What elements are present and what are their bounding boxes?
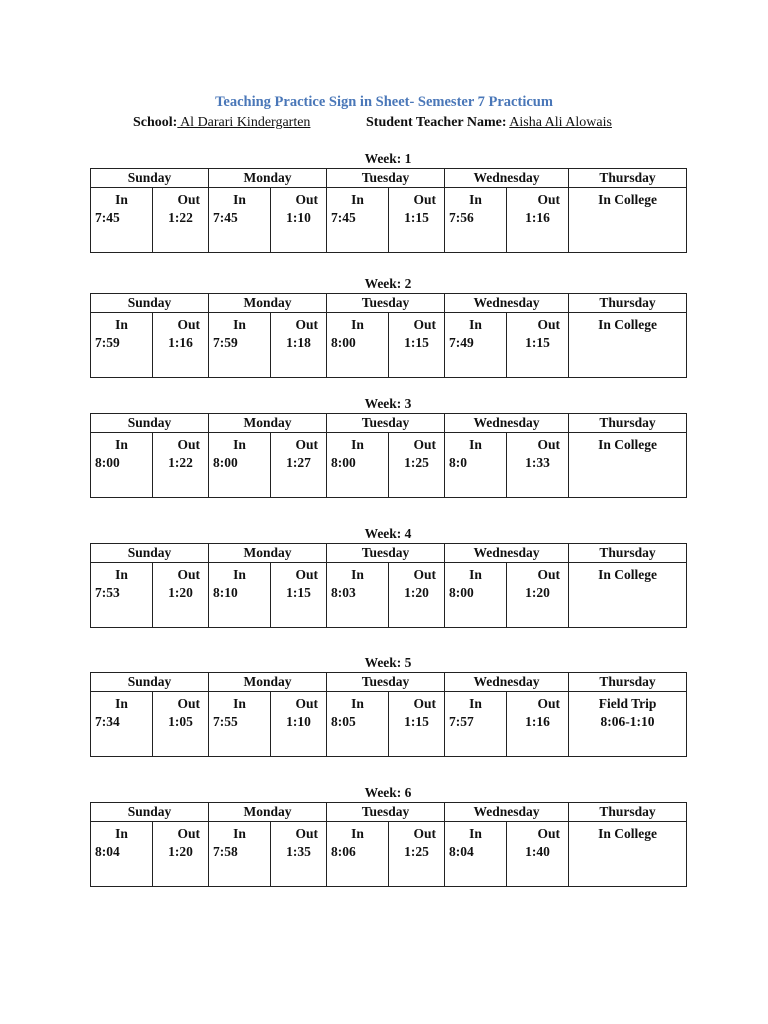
week-5-block bbox=[90, 654, 686, 757]
in-label: In bbox=[351, 567, 364, 582]
day-header-sunday: Sunday bbox=[91, 414, 209, 433]
week-label: Week: 6 bbox=[364, 785, 412, 800]
in-time: 7:45 bbox=[95, 210, 120, 225]
in-label: In bbox=[469, 192, 482, 207]
out-time: 1:40 bbox=[525, 844, 550, 859]
out-label: Out bbox=[177, 437, 201, 452]
out-time: 1:15 bbox=[404, 335, 429, 350]
day-header-row bbox=[91, 294, 687, 313]
day-header-monday: Monday bbox=[209, 414, 327, 433]
in-label: In bbox=[115, 826, 128, 841]
wednesday-out-cell bbox=[507, 692, 569, 757]
day-header-sunday: Sunday bbox=[91, 803, 209, 822]
week-label: Week: 1 bbox=[364, 151, 412, 166]
student-teacher-label: Student Teacher Name: bbox=[366, 115, 507, 130]
wednesday-out-cell bbox=[507, 313, 569, 378]
day-header-row bbox=[91, 169, 687, 188]
in-label: In bbox=[351, 696, 364, 711]
thursday-cell bbox=[569, 692, 687, 757]
student-teacher-field bbox=[366, 115, 612, 131]
week-label: Week: 5 bbox=[364, 655, 412, 670]
monday-out-cell bbox=[271, 188, 327, 253]
in-label: In bbox=[351, 317, 364, 332]
sign-in-table bbox=[90, 802, 687, 887]
out-label: Out bbox=[537, 192, 561, 207]
thursday-status: In College bbox=[598, 192, 657, 207]
student-teacher-value: Aisha Ali Alowais bbox=[509, 115, 612, 130]
sunday-in-cell bbox=[91, 692, 153, 757]
thursday-cell bbox=[569, 563, 687, 628]
day-header-wednesday: Wednesday bbox=[445, 803, 569, 822]
out-label: Out bbox=[295, 437, 319, 452]
tuesday-out-cell bbox=[389, 188, 445, 253]
monday-in-cell bbox=[209, 313, 271, 378]
day-header-tuesday: Tuesday bbox=[327, 414, 445, 433]
thursday-cell bbox=[569, 822, 687, 887]
week-3-block bbox=[90, 395, 686, 498]
out-time: 1:16 bbox=[525, 210, 550, 225]
in-time: 7:59 bbox=[95, 335, 120, 350]
in-time: 7:58 bbox=[213, 844, 238, 859]
thursday-cell bbox=[569, 313, 687, 378]
out-label: Out bbox=[177, 696, 201, 711]
in-time: 8:04 bbox=[95, 844, 120, 859]
school-field bbox=[133, 115, 310, 131]
in-time: 7:45 bbox=[213, 210, 238, 225]
thursday-status: In College bbox=[598, 567, 657, 582]
sunday-out-cell bbox=[153, 692, 209, 757]
out-time: 1:15 bbox=[286, 585, 311, 600]
in-label: In bbox=[233, 317, 246, 332]
out-label: Out bbox=[177, 567, 201, 582]
out-label: Out bbox=[177, 192, 201, 207]
in-label: In bbox=[351, 192, 364, 207]
sign-in-table bbox=[90, 543, 687, 628]
in-time: 8:0 bbox=[449, 455, 468, 470]
wednesday-out-cell bbox=[507, 188, 569, 253]
day-header-monday: Monday bbox=[209, 544, 327, 563]
out-time: 1:25 bbox=[404, 455, 429, 470]
in-label: In bbox=[351, 437, 364, 452]
in-time: 8:00 bbox=[213, 455, 238, 470]
sunday-out-cell bbox=[153, 822, 209, 887]
in-time: 7:45 bbox=[331, 210, 356, 225]
sunday-in-cell bbox=[91, 433, 153, 498]
out-time: 1:35 bbox=[286, 844, 311, 859]
in-label: In bbox=[469, 696, 482, 711]
tuesday-in-cell bbox=[327, 822, 389, 887]
sign-in-table bbox=[90, 413, 687, 498]
day-header-tuesday: Tuesday bbox=[327, 803, 445, 822]
out-time: 1:18 bbox=[286, 335, 311, 350]
in-time: 8:00 bbox=[449, 585, 474, 600]
sunday-in-cell bbox=[91, 822, 153, 887]
wednesday-in-cell bbox=[445, 822, 507, 887]
day-header-monday: Monday bbox=[209, 673, 327, 692]
sunday-out-cell bbox=[153, 433, 209, 498]
day-header-monday: Monday bbox=[209, 803, 327, 822]
sunday-out-cell bbox=[153, 188, 209, 253]
wednesday-in-cell bbox=[445, 433, 507, 498]
tuesday-out-cell bbox=[389, 313, 445, 378]
out-time: 1:20 bbox=[168, 844, 193, 859]
in-time: 8:00 bbox=[331, 455, 356, 470]
out-label: Out bbox=[295, 696, 319, 711]
out-label: Out bbox=[537, 567, 561, 582]
week-label: Week: 4 bbox=[364, 526, 412, 541]
week-label: Week: 2 bbox=[364, 276, 412, 291]
monday-out-cell bbox=[271, 822, 327, 887]
in-label: In bbox=[469, 567, 482, 582]
sign-in-table bbox=[90, 672, 687, 757]
wednesday-out-cell bbox=[507, 433, 569, 498]
out-time: 1:22 bbox=[168, 455, 193, 470]
in-time: 8:00 bbox=[331, 335, 356, 350]
tuesday-in-cell bbox=[327, 563, 389, 628]
thursday-cell bbox=[569, 188, 687, 253]
out-time: 1:15 bbox=[404, 714, 429, 729]
out-time: 1:22 bbox=[168, 210, 193, 225]
monday-out-cell bbox=[271, 433, 327, 498]
in-label: In bbox=[469, 437, 482, 452]
time-row bbox=[91, 313, 687, 378]
out-time: 1:20 bbox=[404, 585, 429, 600]
monday-in-cell bbox=[209, 822, 271, 887]
in-label: In bbox=[351, 826, 364, 841]
in-label: In bbox=[115, 696, 128, 711]
monday-out-cell bbox=[271, 313, 327, 378]
out-label: Out bbox=[413, 192, 437, 207]
time-row bbox=[91, 433, 687, 498]
day-header-row bbox=[91, 544, 687, 563]
day-header-thursday: Thursday bbox=[569, 803, 687, 822]
out-time: 1:25 bbox=[404, 844, 429, 859]
in-label: In bbox=[233, 826, 246, 841]
sunday-in-cell bbox=[91, 563, 153, 628]
week-6-block bbox=[90, 784, 686, 887]
week-2-block bbox=[90, 275, 686, 378]
tuesday-out-cell bbox=[389, 822, 445, 887]
monday-in-cell bbox=[209, 188, 271, 253]
in-label: In bbox=[233, 567, 246, 582]
out-time: 1:10 bbox=[286, 210, 311, 225]
out-label: Out bbox=[413, 317, 437, 332]
monday-out-cell bbox=[271, 563, 327, 628]
in-time: 7:34 bbox=[95, 714, 120, 729]
out-time: 1:20 bbox=[168, 585, 193, 600]
in-time: 7:57 bbox=[449, 714, 474, 729]
thursday-status: In College bbox=[598, 437, 657, 452]
out-label: Out bbox=[295, 567, 319, 582]
in-label: In bbox=[115, 567, 128, 582]
day-header-monday: Monday bbox=[209, 169, 327, 188]
out-time: 1:05 bbox=[168, 714, 193, 729]
day-header-sunday: Sunday bbox=[91, 544, 209, 563]
in-time: 8:10 bbox=[213, 585, 238, 600]
day-header-sunday: Sunday bbox=[91, 294, 209, 313]
day-header-sunday: Sunday bbox=[91, 673, 209, 692]
sign-in-table bbox=[90, 293, 687, 378]
in-time: 8:00 bbox=[95, 455, 120, 470]
tuesday-in-cell bbox=[327, 313, 389, 378]
tuesday-in-cell bbox=[327, 188, 389, 253]
time-row bbox=[91, 563, 687, 628]
school-value: Al Darari Kindergarten bbox=[177, 115, 311, 130]
out-label: Out bbox=[537, 826, 561, 841]
time-row bbox=[91, 822, 687, 887]
tuesday-in-cell bbox=[327, 433, 389, 498]
day-header-monday: Monday bbox=[209, 294, 327, 313]
out-label: Out bbox=[413, 696, 437, 711]
day-header-row bbox=[91, 803, 687, 822]
wednesday-out-cell bbox=[507, 822, 569, 887]
in-label: In bbox=[233, 437, 246, 452]
monday-out-cell bbox=[271, 692, 327, 757]
day-header-tuesday: Tuesday bbox=[327, 294, 445, 313]
day-header-wednesday: Wednesday bbox=[445, 169, 569, 188]
day-header-thursday: Thursday bbox=[569, 673, 687, 692]
out-label: Out bbox=[537, 696, 561, 711]
out-time: 1:20 bbox=[525, 585, 550, 600]
thursday-time: 8:06-1:10 bbox=[600, 714, 655, 729]
in-time: 8:06 bbox=[331, 844, 356, 859]
thursday-status: In College bbox=[598, 826, 657, 841]
out-time: 1:33 bbox=[525, 455, 550, 470]
tuesday-out-cell bbox=[389, 692, 445, 757]
monday-in-cell bbox=[209, 433, 271, 498]
wednesday-in-cell bbox=[445, 563, 507, 628]
day-header-thursday: Thursday bbox=[569, 169, 687, 188]
sunday-out-cell bbox=[153, 313, 209, 378]
day-header-wednesday: Wednesday bbox=[445, 294, 569, 313]
day-header-wednesday: Wednesday bbox=[445, 544, 569, 563]
tuesday-out-cell bbox=[389, 563, 445, 628]
sunday-in-cell bbox=[91, 188, 153, 253]
out-time: 1:16 bbox=[525, 714, 550, 729]
sunday-in-cell bbox=[91, 313, 153, 378]
day-header-thursday: Thursday bbox=[569, 294, 687, 313]
in-time: 8:05 bbox=[331, 714, 356, 729]
time-row bbox=[91, 188, 687, 253]
day-header-tuesday: Tuesday bbox=[327, 544, 445, 563]
out-label: Out bbox=[295, 826, 319, 841]
page-title: Teaching Practice Sign in Sheet- Semester 7 Practicum bbox=[215, 94, 553, 110]
thursday-status: In College bbox=[598, 317, 657, 332]
out-label: Out bbox=[537, 317, 561, 332]
out-time: 1:16 bbox=[168, 335, 193, 350]
day-header-thursday: Thursday bbox=[569, 544, 687, 563]
in-time: 8:03 bbox=[331, 585, 356, 600]
sign-in-table bbox=[90, 168, 687, 253]
day-header-sunday: Sunday bbox=[91, 169, 209, 188]
day-header-thursday: Thursday bbox=[569, 414, 687, 433]
monday-in-cell bbox=[209, 692, 271, 757]
out-label: Out bbox=[177, 317, 201, 332]
day-header-tuesday: Tuesday bbox=[327, 673, 445, 692]
tuesday-in-cell bbox=[327, 692, 389, 757]
out-label: Out bbox=[177, 826, 201, 841]
out-label: Out bbox=[295, 317, 319, 332]
monday-in-cell bbox=[209, 563, 271, 628]
in-label: In bbox=[115, 317, 128, 332]
time-row bbox=[91, 692, 687, 757]
out-label: Out bbox=[537, 437, 561, 452]
day-header-wednesday: Wednesday bbox=[445, 673, 569, 692]
wednesday-in-cell bbox=[445, 692, 507, 757]
tuesday-out-cell bbox=[389, 433, 445, 498]
school-label: School: bbox=[133, 115, 178, 130]
in-label: In bbox=[469, 317, 482, 332]
out-time: 1:15 bbox=[404, 210, 429, 225]
in-label: In bbox=[233, 192, 246, 207]
wednesday-in-cell bbox=[445, 313, 507, 378]
in-time: 7:59 bbox=[213, 335, 238, 350]
in-time: 7:56 bbox=[449, 210, 474, 225]
week-label: Week: 3 bbox=[364, 396, 412, 411]
out-label: Out bbox=[413, 437, 437, 452]
out-time: 1:27 bbox=[286, 455, 311, 470]
day-header-row bbox=[91, 673, 687, 692]
in-label: In bbox=[115, 192, 128, 207]
out-time: 1:15 bbox=[525, 335, 550, 350]
in-label: In bbox=[469, 826, 482, 841]
thursday-cell bbox=[569, 433, 687, 498]
wednesday-in-cell bbox=[445, 188, 507, 253]
out-label: Out bbox=[413, 567, 437, 582]
out-label: Out bbox=[295, 192, 319, 207]
out-label: Out bbox=[413, 826, 437, 841]
wednesday-out-cell bbox=[507, 563, 569, 628]
week-1-block bbox=[90, 150, 686, 253]
in-time: 7:53 bbox=[95, 585, 120, 600]
day-header-tuesday: Tuesday bbox=[327, 169, 445, 188]
day-header-wednesday: Wednesday bbox=[445, 414, 569, 433]
week-4-block bbox=[90, 525, 686, 628]
in-time: 7:49 bbox=[449, 335, 474, 350]
sunday-out-cell bbox=[153, 563, 209, 628]
thursday-status: Field Trip bbox=[598, 696, 657, 711]
out-time: 1:10 bbox=[286, 714, 311, 729]
in-time: 7:55 bbox=[213, 714, 238, 729]
in-time: 8:04 bbox=[449, 844, 474, 859]
in-label: In bbox=[233, 696, 246, 711]
day-header-row bbox=[91, 414, 687, 433]
in-label: In bbox=[115, 437, 128, 452]
